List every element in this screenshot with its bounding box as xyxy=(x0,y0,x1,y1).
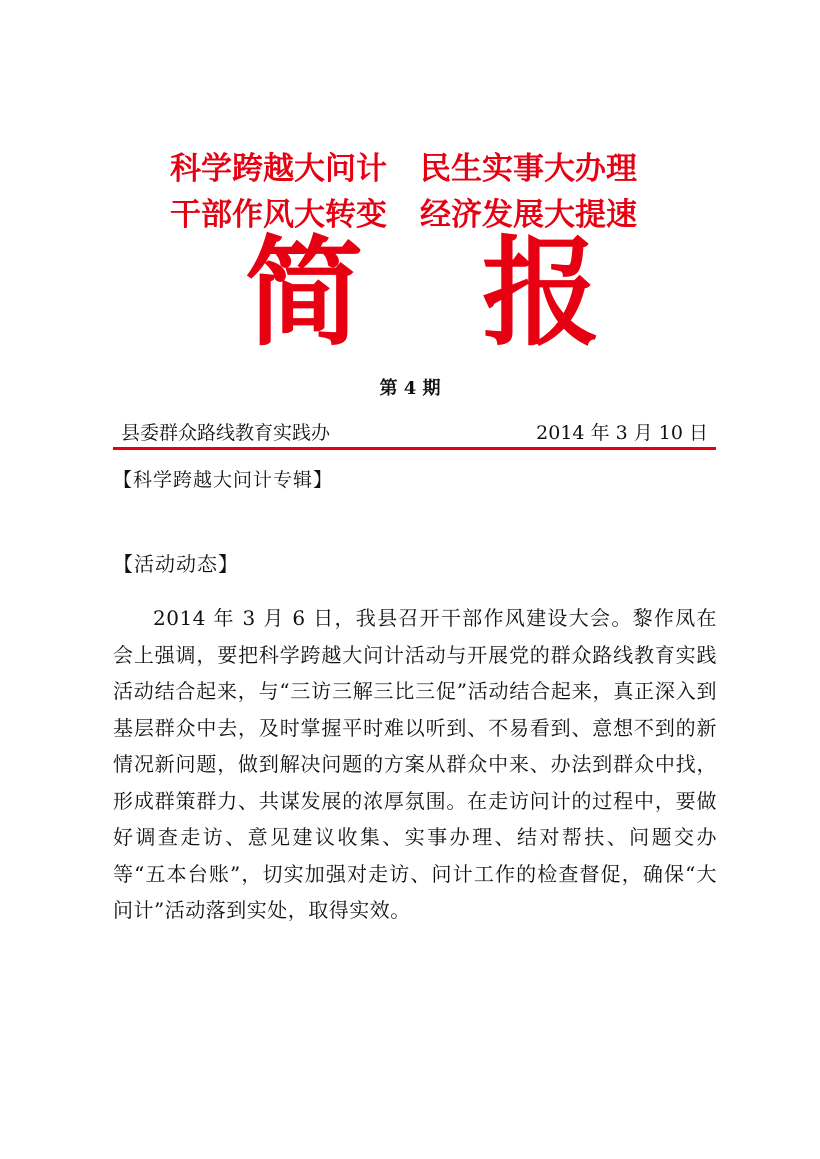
slogan-row1-left: 科学跨越大问计 xyxy=(170,151,387,187)
section-heading: 【活动动态】 xyxy=(113,552,239,576)
issue-date: 2014 年 3 月 10 日 xyxy=(536,422,708,444)
red-divider xyxy=(113,447,716,450)
slogan-row-1 xyxy=(170,146,670,192)
masthead-title xyxy=(0,223,820,362)
slogan-row1-right: 民生实事大办理 xyxy=(420,151,637,187)
masthead-char-jian: 简 xyxy=(245,223,364,362)
publication-info-row xyxy=(117,420,712,446)
issue-number: 第 4 期 xyxy=(379,378,441,399)
body-paragraph: 2014 年 3 月 6 日，我县召开干部作风建设大会。黎作凤在会上强调，要把科学跨越大问计活动与开展党的群众路线教育实践活动结合起来，与“三访三解三比三促”活动结合起来，真正深入到基层群众中去，及时掌握平时难以听到、不易看到、意想不到的新情况新问题，做到解决问题的方案从群众中来、办法到群众中找，形成群策群力、共谋发展的浓厚氛围。在走访问计的过程中，要做好调查走访、意见建议收集、实事办理、结对帮扶、问题交办等“五本台账”，切实加强对走访、问计工作的检查督促，确保“大问计”活动落到实处，取得实效。 xyxy=(113,606,717,922)
slogan-row2-left: 干部作风大转变 xyxy=(170,197,387,233)
issuing-office: 县委群众路线教育实践办 xyxy=(121,422,331,444)
slogan-row2-right: 经济发展大提速 xyxy=(420,197,637,233)
masthead-char-bao: 报 xyxy=(482,223,601,362)
special-topic-label: 【科学跨越大问计专辑】 xyxy=(113,469,334,491)
